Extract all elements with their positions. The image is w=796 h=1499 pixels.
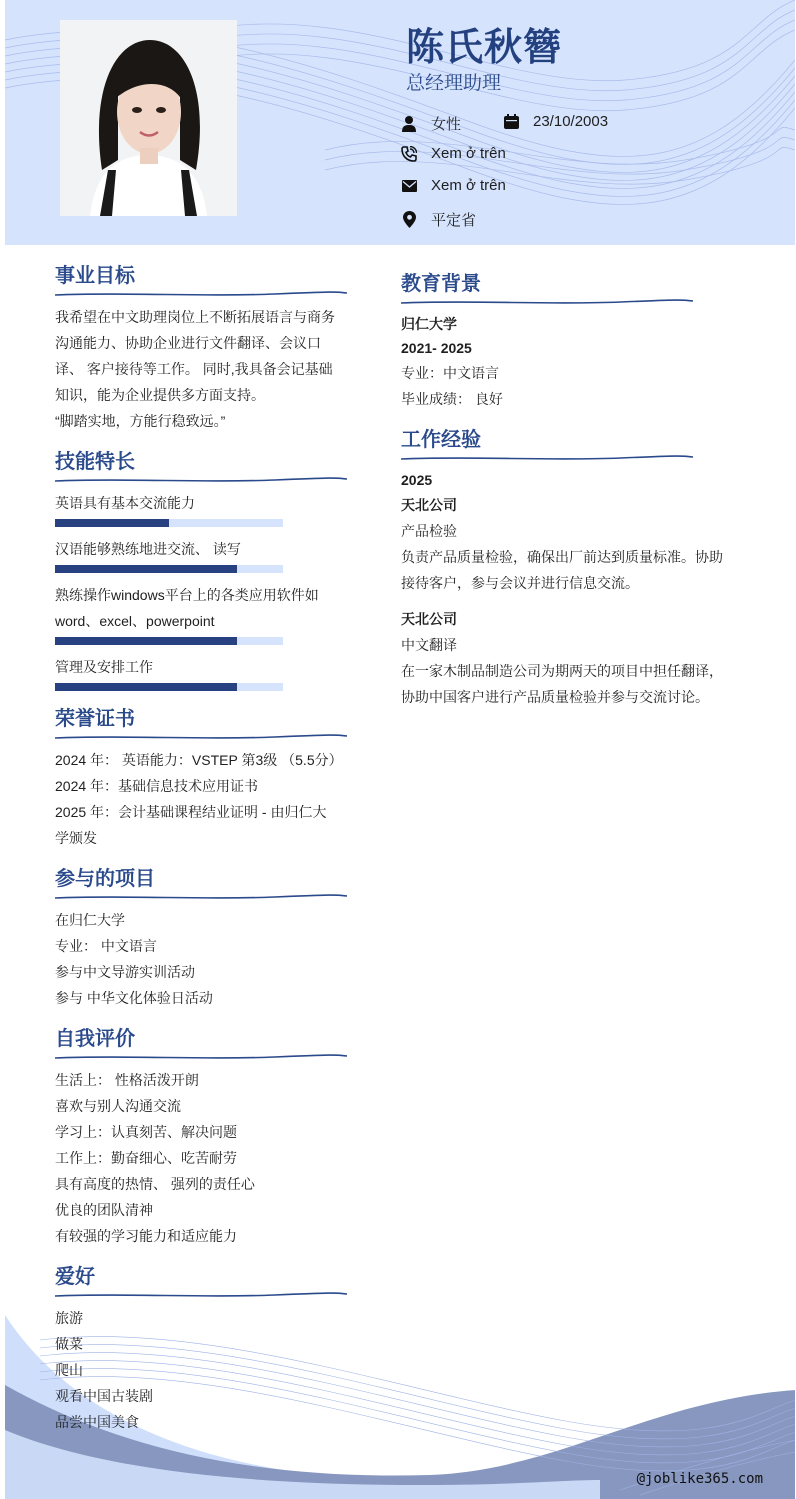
work-section <box>401 426 741 710</box>
skill-item <box>55 490 355 527</box>
career-line: 我希望在中文助理岗位上不断拓展语言与商务 <box>55 309 335 325</box>
heading-underline <box>55 290 347 298</box>
projects-heading: 参与的项目 <box>55 868 155 890</box>
job-desc-line: 在一家木制品制造公司为期两天的项目中担任翻译， <box>401 663 723 679</box>
projects-section <box>55 865 355 1011</box>
skill-level-bar <box>55 519 283 527</box>
heading-underline <box>55 476 347 484</box>
job-company: 天北公司 <box>401 611 457 627</box>
career-line: 知识，能为企业提供多方面支持。 <box>55 387 265 403</box>
location-row <box>401 209 476 230</box>
school-major: 专业：中文语言 <box>401 365 499 381</box>
phone-value: Xem ở trên <box>431 145 506 162</box>
honor-line: 学颁发 <box>55 830 97 846</box>
heading-underline <box>55 893 347 901</box>
project-line: 参与中文导游实训活动 <box>55 964 195 980</box>
heading-underline <box>55 1053 347 1061</box>
skill-level-fill <box>55 519 169 527</box>
person-icon <box>401 116 417 132</box>
honor-line: 2024 年： 英语能力：VSTEP 第3级 （5.5分） <box>55 752 343 768</box>
job-entry <box>401 492 741 596</box>
skill-level-fill <box>55 565 237 573</box>
self-eval-line: 生活上： 性格活泼开朗 <box>55 1072 199 1088</box>
left-column <box>55 262 355 1449</box>
project-line: 在归仁大学 <box>55 912 125 928</box>
education-section <box>401 270 741 412</box>
gender-value: 女性 <box>431 116 462 133</box>
resume-header <box>5 0 795 245</box>
self-eval-heading: 自我评价 <box>55 1028 135 1050</box>
hobby-item: 爬山 <box>55 1362 83 1378</box>
birthday-value: 23/10/2003 <box>533 113 609 130</box>
location-value: 平定省 <box>431 212 477 229</box>
candidate-name: 陈氏秋簪 <box>406 27 563 69</box>
job-company: 天北公司 <box>401 497 457 513</box>
email-row <box>401 177 506 194</box>
skill-label: 汉语能够熟练地进交流、 读写 <box>55 541 241 557</box>
education-heading: 教育背景 <box>401 273 481 295</box>
skill-item <box>55 536 355 573</box>
heading-underline <box>55 733 347 741</box>
job-desc-line: 协助中国客户进行产品质量检验并参与交流讨论。 <box>401 689 709 705</box>
school-grade: 毕业成绩： 良好 <box>401 391 503 407</box>
skill-level-bar <box>55 683 283 691</box>
hobby-item: 做菜 <box>55 1336 83 1352</box>
honors-section <box>55 705 355 851</box>
heading-underline <box>401 454 693 462</box>
self-eval-line: 优良的团队清神 <box>55 1202 153 1218</box>
skill-item <box>55 654 355 691</box>
career-quote: “脚踏实地，方能行稳致远。” <box>55 413 226 429</box>
job-desc-line: 负责产品质量检验，确保出厂前达到质量标准。协助 <box>401 549 723 565</box>
skill-label: 熟练操作windows平台上的各类应用软件如 word、excel、powerpoint <box>55 587 319 629</box>
skill-label: 英语具有基本交流能力 <box>55 495 195 511</box>
heading-underline <box>55 1291 347 1299</box>
school-years: 2021- 2025 <box>401 340 472 356</box>
phone-icon <box>401 146 417 162</box>
skill-level-fill <box>55 683 237 691</box>
job-role: 中文翻译 <box>401 637 457 653</box>
email-value: Xem ở trên <box>431 177 506 194</box>
envelope-icon <box>401 178 417 194</box>
site-watermark: @joblike365.com <box>636 1471 763 1487</box>
work-heading: 工作经验 <box>401 429 481 451</box>
birthday-row <box>503 113 608 130</box>
honor-line: 2025 年：会计基础课程结业证明 - 由归仁大 <box>55 804 327 820</box>
hobbies-heading: 爱好 <box>55 1266 95 1288</box>
job-entry <box>401 606 741 710</box>
project-line: 参与 中华文化体验日活动 <box>55 990 213 1006</box>
gender-row <box>401 113 461 134</box>
self-eval-line: 喜欢与别人沟通交流 <box>55 1098 181 1114</box>
career-heading: 事业目标 <box>55 265 135 287</box>
skill-item <box>55 582 355 645</box>
career-section <box>55 262 355 434</box>
self-eval-line: 学习上：认真刻苦、解决问题 <box>55 1124 237 1140</box>
honors-heading: 荣誉证书 <box>55 708 135 730</box>
self-eval-line: 具有高度的热情、 强列的责任心 <box>55 1176 255 1192</box>
skill-level-bar <box>55 565 283 573</box>
project-line: 专业： 中文语言 <box>55 938 157 954</box>
map-pin-icon <box>401 212 417 228</box>
skill-level-fill <box>55 637 237 645</box>
self-eval-line: 工作上：勤奋细心、吃苦耐劳 <box>55 1150 237 1166</box>
phone-row <box>401 145 506 162</box>
hobby-item: 旅游 <box>55 1310 83 1326</box>
skills-section <box>55 448 355 691</box>
hobby-item: 品尝中国美食 <box>55 1414 139 1430</box>
job-role: 产品检验 <box>401 523 457 539</box>
profile-photo <box>60 20 237 216</box>
candidate-title: 总经理助理 <box>406 73 502 94</box>
calendar-icon <box>503 114 519 130</box>
skill-level-bar <box>55 637 283 645</box>
job-desc-line: 接待客户，参与会议并进行信息交流。 <box>401 575 639 591</box>
heading-underline <box>401 298 693 306</box>
hobbies-section <box>55 1263 355 1435</box>
career-line: 译、 客户接待等工作。 同时,我具备会记基础 <box>55 361 333 377</box>
career-line: 沟通能力、协助企业进行文件翻译、会议口 <box>55 335 321 351</box>
right-column <box>401 270 741 724</box>
skill-label: 管理及安排工作 <box>55 659 153 675</box>
school-name: 归仁大学 <box>401 316 457 332</box>
self-eval-line: 有较强的学习能力和适应能力 <box>55 1228 237 1244</box>
work-year: 2025 <box>401 472 433 488</box>
honor-line: 2024 年：基础信息技术应用证书 <box>55 778 259 794</box>
hobby-item: 观看中国古装剧 <box>55 1388 153 1404</box>
self-eval-section <box>55 1025 355 1249</box>
skills-heading: 技能特长 <box>55 451 135 473</box>
